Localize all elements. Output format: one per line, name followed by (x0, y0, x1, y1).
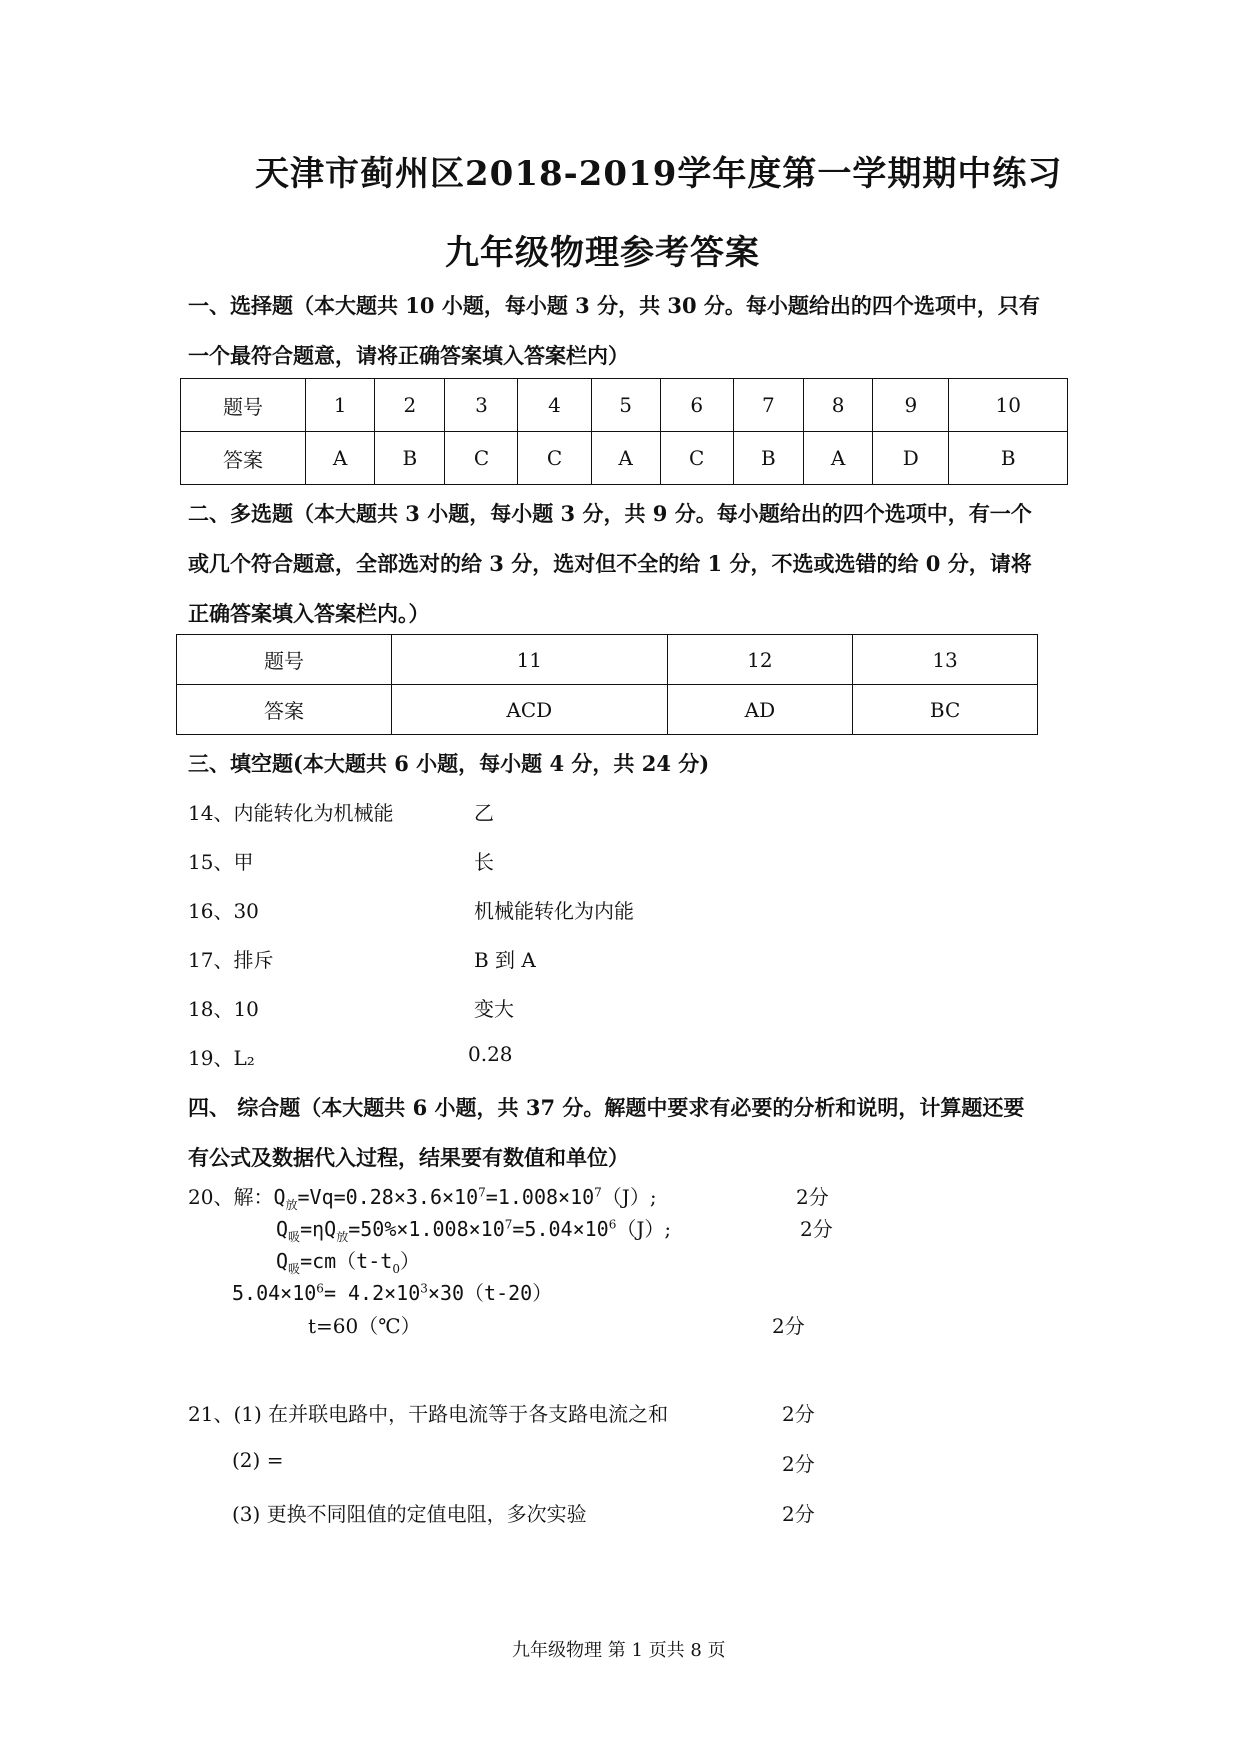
question-number: 5 (591, 379, 660, 432)
section2-heading-line1: 二、多选题（本大题共 3 小题，每小题 3 分，共 9 分。每小题给出的四个选项中，有一个 (188, 501, 1032, 526)
question-number: 6 (660, 379, 733, 432)
question-number: 4 (518, 379, 591, 432)
q20-solution-line1: 20、解：$Q_放=Vq=0.28\times 3.6\times 10^7=1.008\times 10^7(J)$; (188, 1185, 657, 1212)
fill-answer-b: 长 (474, 850, 494, 874)
fill-answer-a: 16、30 (188, 899, 259, 923)
answer-cell: C (660, 432, 733, 485)
page-footer: 九年级物理 第 1 页共 8 页 (512, 1640, 726, 1661)
section2-answer-table (176, 634, 1038, 735)
fill-answer-a: 14、内能转化为机械能 (188, 801, 394, 825)
answer-cell: ACD (392, 685, 668, 735)
answer-cell: A (803, 432, 872, 485)
answer-cell: C (445, 432, 518, 485)
fill-answer-b: 变大 (474, 997, 514, 1021)
table-row (181, 432, 1068, 485)
table-row (181, 379, 1068, 432)
row-label-answer: 答案 (177, 685, 392, 735)
q21-answer-2: (2) = (232, 1448, 284, 1472)
question-number: 13 (853, 635, 1038, 685)
fill-answer-a: 18、10 (188, 997, 259, 1021)
fill-answer-b: 0.28 (468, 1042, 513, 1066)
answer-cell: B (375, 432, 445, 485)
q20-score: 2分 (796, 1185, 829, 1209)
question-number: 11 (392, 635, 668, 685)
q20-solution-line5: t=60（℃） (308, 1314, 421, 1338)
question-number: 2 (375, 379, 445, 432)
fill-answer-a: 17、排斥 (188, 948, 274, 972)
q21-score: 2分 (782, 1452, 815, 1476)
q21-score: 2分 (782, 1402, 815, 1426)
q20-score: 2分 (772, 1314, 805, 1338)
section2-heading-line2: 或几个符合题意，全部选对的给 3 分，选对但不全的给 1 分，不选或选错的给 0 分，请将 (188, 551, 1032, 576)
section4-heading-line1: 四、 综合题（本大题共 6 小题，共 37 分。解题中要求有必要的分析和说明，计算题还要 (188, 1095, 1025, 1120)
row-label-number: 题号 (181, 379, 306, 432)
answer-cell: A (591, 432, 660, 485)
question-number: 1 (306, 379, 375, 432)
answer-cell: C (518, 432, 591, 485)
q21-score: 2分 (782, 1502, 815, 1526)
fill-answer-a: 15、甲 (188, 850, 254, 874)
question-number: 12 (667, 635, 853, 685)
section1-heading-line2: 一个最符合题意，请将正确答案填入答案栏内） (188, 343, 629, 368)
fill-answer-b: 乙 (474, 801, 494, 825)
answer-cell: BC (853, 685, 1038, 735)
fill-answer-a: 19、L₂ (188, 1046, 255, 1070)
section1-answer-table (180, 378, 1068, 485)
q21-answer-3: (3) 更换不同阻值的定值电阻，多次实验 (232, 1502, 587, 1526)
question-number: 3 (445, 379, 518, 432)
q20-solution-line2: $Q_吸=\eta Q_放=50\%\times 1.008\times 10^7=5.04\times 10^6(J)$; (276, 1217, 672, 1244)
row-label-number: 题号 (177, 635, 392, 685)
section2-heading-line3: 正确答案填入答案栏内。） (188, 601, 430, 626)
table-row (177, 685, 1038, 735)
q20-solution-line4: $5.04\times 10^6= 4.2\times 10^3\times 30(t-20)$ (232, 1281, 553, 1305)
q20-solution-line3: $Q_吸=cm(t-t_0)$ (276, 1249, 420, 1276)
section1-heading-line1: 一、选择题（本大题共 10 小题，每小题 3 分，共 30 分。每小题给出的四个选项中，只有 (188, 293, 1040, 318)
page-title: 天津市蓟州区2018-2019学年度第一学期期中练习 (255, 154, 1063, 194)
fill-answer-b: B 到 A (474, 948, 536, 972)
question-number: 9 (873, 379, 949, 432)
answer-cell: B (733, 432, 803, 485)
row-label-answer: 答案 (181, 432, 306, 485)
q21-answer-1: 21、(1) 在并联电路中，干路电流等于各支路电流之和 (188, 1402, 669, 1426)
page-subtitle: 九年级物理参考答案 (445, 233, 760, 273)
answer-cell: D (873, 432, 949, 485)
q20-prefix: 20、解： (188, 1185, 274, 1209)
question-number: 10 (949, 379, 1068, 432)
answer-cell: A (306, 432, 375, 485)
q20-score: 2分 (800, 1217, 833, 1241)
question-number: 7 (733, 379, 803, 432)
section4-heading-line2: 有公式及数据代入过程，结果要有数值和单位） (188, 1145, 629, 1170)
section3-heading: 三、填空题(本大题共 6 小题，每小题 4 分，共 24 分) (188, 751, 710, 776)
question-number: 8 (803, 379, 872, 432)
fill-answer-b: 机械能转化为内能 (474, 899, 634, 923)
answer-cell: B (949, 432, 1068, 485)
answer-cell: AD (667, 685, 853, 735)
table-row (177, 635, 1038, 685)
